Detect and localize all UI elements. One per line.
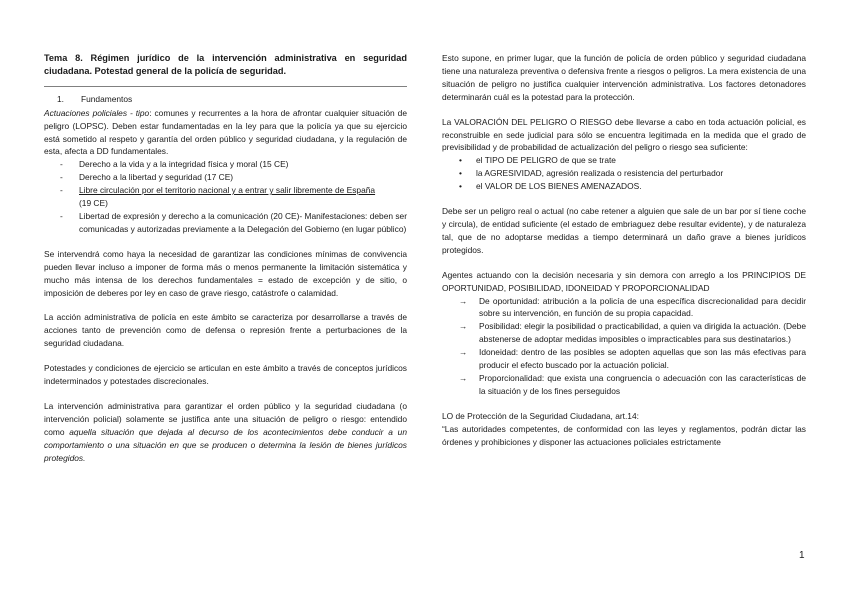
list-item xyxy=(44,184,407,210)
principle-text: De oportunidad: atribución a la policía de una específica discrecionalidad para decidir sobre su intervención, en función de su propia capacidad. xyxy=(479,295,806,319)
peligro-definition: aquella situación que dejada al decurso de los acontecimientos debe conducir a un comportamiento o una situación en que se producen o determina la lesión de bienes jurídicos protegidos. xyxy=(44,426,407,463)
list-item xyxy=(442,320,806,346)
document-title: Tema 8. Régimen jurídico de la intervención administrativa en seguridad ciudadana. Potestad general de la policía de seguridad. xyxy=(44,53,407,77)
paragraph-intervencion: Se intervendrá como haya la necesidad de garantizar las condiciones mínimas de convivencia pueden llevar incluso a imponer de forma más o menos permanente la limitación sistemática y mucho más intensa de los derechos fundamentales = estado de excepción y de sitio, o imposición de deberes por ley en caso de grave riesgo, catástrofe o calamidad. xyxy=(44,248,407,298)
list-item: - Derecho a la libertad y seguridad (17 CE) xyxy=(44,171,407,184)
section-heading xyxy=(44,93,407,106)
paragraph-actuaciones xyxy=(44,107,407,159)
paragraph-real: Debe ser un peligro real o actual (no cabe retener a alguien que sale de un bar por sí tiene coche y circula), de entidad suficiente (el estado de embriaguez debe resultar evidente), y de naturaleza tal, que de no adoptarse medidas a tiempo determinará un daño grave a bienes jurídicos protegidos. xyxy=(442,206,806,255)
title-divider xyxy=(44,86,407,87)
lo-title: LO de Protección de la Seguridad Ciudadana, art.14: xyxy=(442,410,639,421)
right-article: (19 CE) xyxy=(79,198,108,209)
paragraph-potestades: Potestades y condiciones de ejercicio se articulan en este ámbito a través de conceptos jurídicos indeterminados y potestades discrecionales. xyxy=(44,363,407,387)
arrow-icon: → xyxy=(459,321,468,332)
paragraph-peligro xyxy=(44,400,407,465)
arrow-icon: → xyxy=(459,295,468,306)
paragraph-agentes: Agentes actuando con la decisión necesaria y sin demora con arreglo a los PRINCIPIOS DE OPORTUNIDAD, POSIBILIDAD, IDONEIDAD Y PROPORCIONALIDAD xyxy=(442,269,806,293)
rights-list xyxy=(44,158,407,235)
section-label: Fundamentos xyxy=(81,93,133,104)
paragraph-accion: La acción administrativa de policía en este ámbito se caracteriza por desarrollarse a través de acciones tanto de prevención como de defensa o represión frente a perturbaciones de la seguridad ciudadana. xyxy=(44,312,407,349)
list-item: - Libertad de expresión y derecho a la comunicación (20 CE)- Manifestaciones: deben ser comunicadas y autorizadas previamente a la Delegación del Gobierno (en lugar público) xyxy=(44,210,407,236)
factors-list xyxy=(442,154,806,193)
list-item xyxy=(442,295,806,321)
underlined-right: Libre circulación por el territorio nacional y a entrar y salir libremente de España xyxy=(79,185,376,196)
list-item: • la AGRESIVIDAD, agresión realizada o resistencia del perturbador xyxy=(442,167,806,180)
actuaciones-text: : comunes y recurrentes a la hora de afrontar cualquier situación de peligro (LOPSC). Deben estar fundamentadas en la ley para que la policía ya que su ejercicio está sometido al respeto y garantía del orden público y seguridad ciudadana, y la regulación de esta, afecta a DD fundamentales. xyxy=(44,107,407,157)
arrow-icon: → xyxy=(459,372,468,383)
arrow-icon: → xyxy=(459,347,468,358)
principle-text: Posibilidad: elegir la posibilidad o practicabilidad, a quien va dirigida la actuación. (Debe abstenerse de adoptar medidas imposibles o impracticables para sus destinatarios.) xyxy=(479,321,806,345)
principle-text: Proporcionalidad: que exista una congruencia o adecuación con las características de la situación y de los fines perseguidos xyxy=(479,372,806,396)
lo-quote: “Las autoridades competentes, de conformidad con las leyes y reglamentos, podrán dictar las órdenes y prohibiciones y disponer las actuaciones policiales estrictamente xyxy=(442,423,806,447)
list-item xyxy=(442,346,806,372)
peligro-text: La intervención administrativa para garantizar el orden público y la seguridad ciudadana (o intervención policial) solamente se justifica ante una situación de peligro o riesgo: entendido como xyxy=(44,400,407,437)
list-item: • el TIPO DE PELIGRO de que se trate xyxy=(442,154,806,167)
list-item: - Derecho a la vida y a la integridad física y moral (15 CE) xyxy=(44,158,407,171)
principles-list xyxy=(442,295,806,398)
list-item: • el VALOR DE LOS BIENES AMENAZADOS. xyxy=(442,180,806,193)
paragraph-supone: Esto supone, en primer lugar, que la función de policía de orden público y seguridad ciudadana tiene una naturaleza preventiva o defensiva frente a riesgos o peligros. La mera existencia de una situación de peligro no justifica cualquier intervención administrativa. Los factores detonadores determinarán cuál es la potestad para la protección. xyxy=(442,53,806,102)
principle-text: Idoneidad: dentro de las posibles se adopten aquellas que son las más efectivas para producir el efecto buscado por la actuación policial. xyxy=(479,347,806,371)
list-item xyxy=(442,372,806,398)
actuaciones-lead: Actuaciones policiales - tipo xyxy=(44,107,150,118)
page-number: 1 xyxy=(799,550,805,561)
paragraph-valoracion: La VALORACIÓN DEL PELIGRO O RIESGO debe llevarse a cabo en toda actuación policial, es reconstruible en sede judicial para sólo se encuentra legitimada en la medida que el grado de previsibilidad y de probabilidad de actualización del peligro o riesgo sea suficiente: xyxy=(442,116,806,153)
left-column xyxy=(44,52,407,464)
section-number: 1. xyxy=(57,93,64,104)
right-column xyxy=(442,52,806,448)
